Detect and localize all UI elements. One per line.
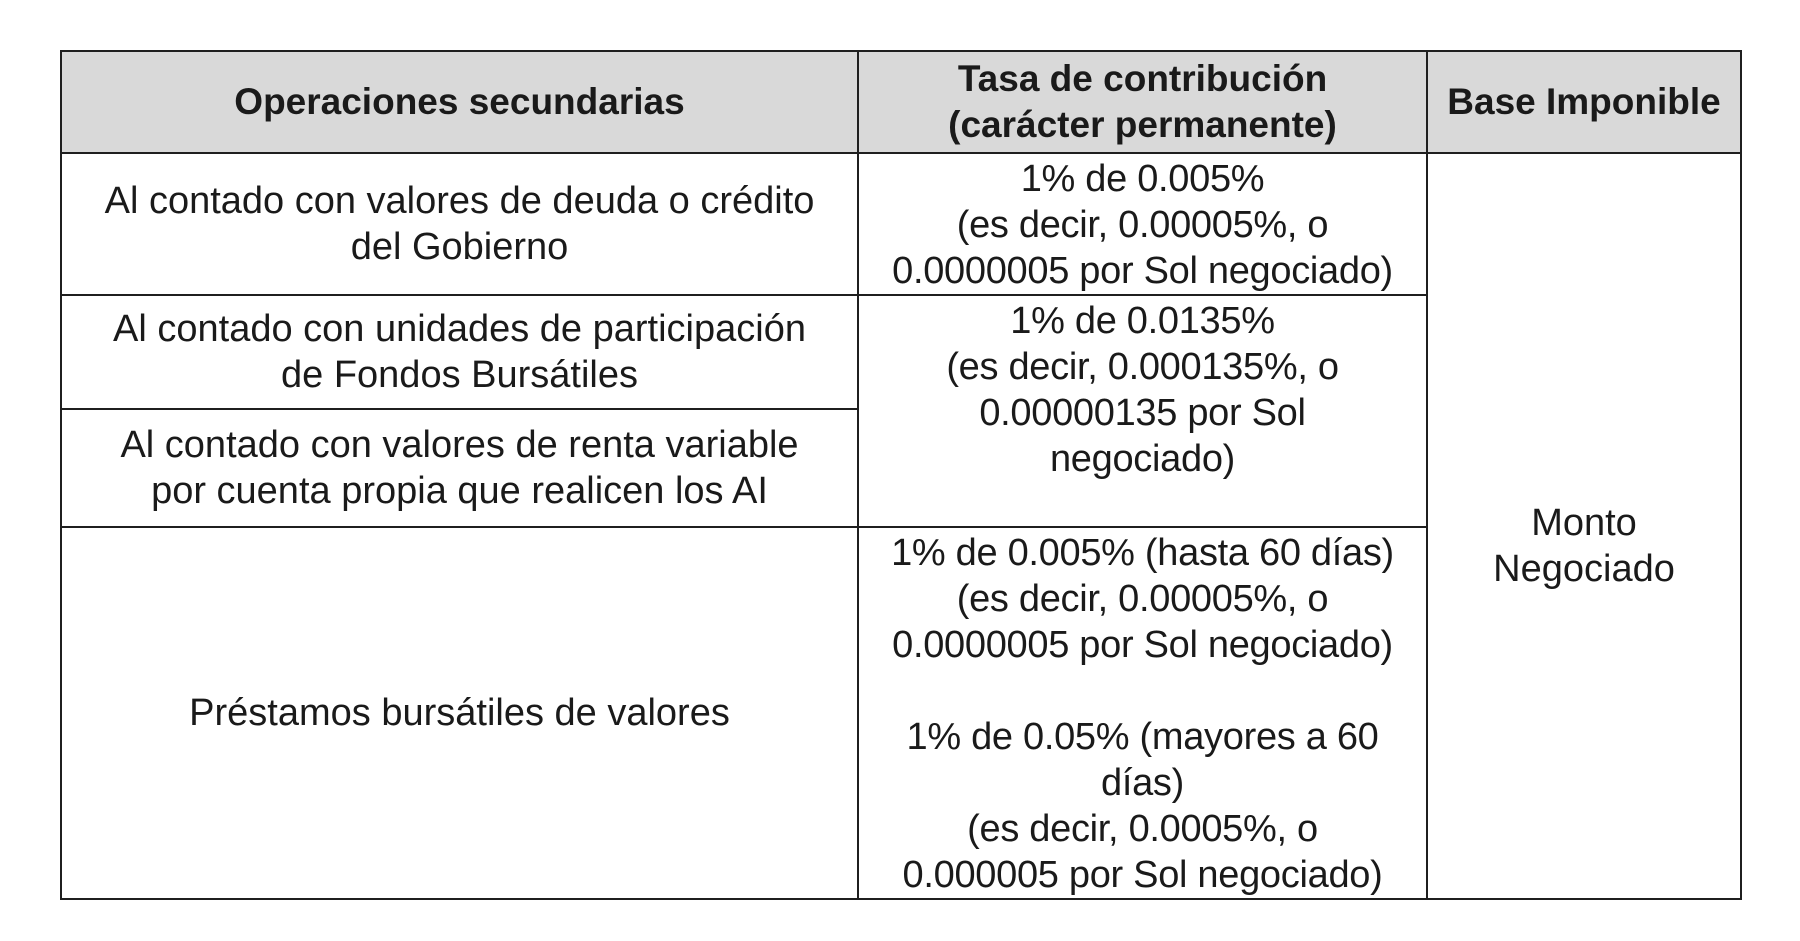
operation-cell: Préstamos bursátiles de valores bbox=[61, 527, 858, 899]
table-row bbox=[61, 153, 1741, 295]
rate-line: 0.00000135 por Sol bbox=[979, 392, 1306, 434]
header-operations: Operaciones secundarias bbox=[61, 51, 858, 153]
rate-line: (es decir, 0.00005%, o bbox=[956, 578, 1329, 620]
block-spacer bbox=[865, 668, 1420, 714]
rate-cell bbox=[858, 295, 1427, 527]
operation-cell: Al contado con valores de renta variable por cuenta propia que realicen los AI bbox=[61, 409, 858, 527]
rate-cell bbox=[858, 527, 1427, 899]
header-base: Base Imponible bbox=[1427, 51, 1741, 153]
rate-line: 0.0000005 por Sol negociado) bbox=[892, 624, 1393, 666]
rate-line: 1% de 0.005% (hasta 60 días) bbox=[891, 532, 1394, 574]
contribution-table-container bbox=[60, 50, 1742, 900]
rate-line: 1% de 0.05% (mayores a 60 bbox=[906, 716, 1379, 758]
rate-line: negociado) bbox=[1049, 438, 1236, 480]
contribution-rates-table bbox=[60, 50, 1742, 900]
base-cell: Monto Negociado bbox=[1427, 153, 1741, 899]
operation-cell: Al contado con valores de deuda o crédito del Gobierno bbox=[61, 153, 858, 295]
rate-line: 0.000005 por Sol negociado) bbox=[902, 854, 1383, 896]
header-rate: Tasa de contribución (carácter permanente) bbox=[858, 51, 1427, 153]
rate-line: 0.0000005 por Sol negociado) bbox=[892, 250, 1393, 292]
header-row bbox=[61, 51, 1741, 153]
rate-line: 1% de 0.005% bbox=[1020, 158, 1265, 200]
rate-line: 1% de 0.0135% bbox=[1010, 300, 1275, 342]
operation-cell: Al contado con unidades de participación de Fondos Bursátiles bbox=[61, 295, 858, 409]
rate-line: días) bbox=[1101, 762, 1184, 804]
rate-line: (es decir, 0.000135%, o bbox=[946, 346, 1339, 388]
rate-line: (es decir, 0.0005%, o bbox=[967, 808, 1318, 850]
rate-line: (es decir, 0.00005%, o bbox=[956, 204, 1329, 246]
rate-cell bbox=[858, 153, 1427, 295]
